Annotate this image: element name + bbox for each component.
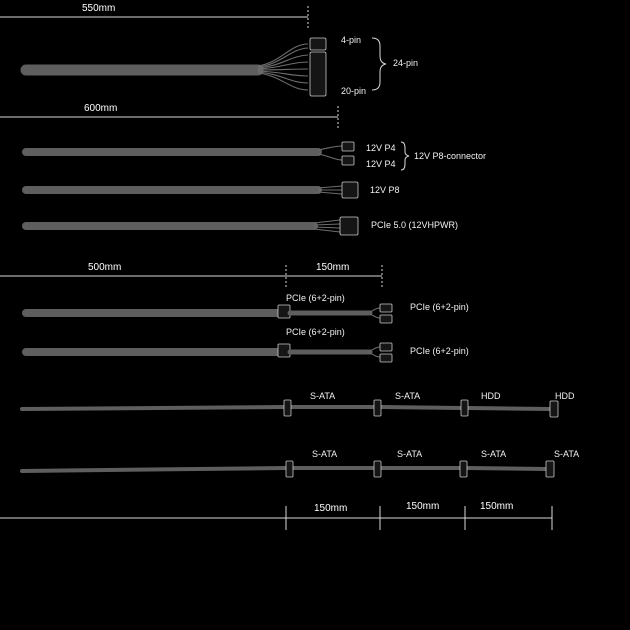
sata-label-4: S-ATA — [554, 449, 580, 459]
atx-wire-bundle — [258, 44, 308, 90]
atx-brace — [372, 38, 386, 90]
pcie5-cable — [26, 217, 458, 235]
cpu-p8-connector — [342, 182, 358, 198]
sata-hdd-label-1: S-ATA — [310, 391, 336, 401]
sata-label-1: S-ATA — [312, 449, 338, 459]
cpu-p8-brace — [401, 142, 409, 170]
sata-connector-1 — [286, 461, 293, 477]
sata-hdd-connector-1 — [284, 400, 291, 416]
cpu-p4-connector-a — [342, 142, 354, 151]
sata-hdd-cable — [22, 391, 575, 417]
pcie-1-end-connector-b — [380, 315, 392, 323]
pcie-1-end-label: PCIe (6+2-pin) — [410, 302, 469, 312]
pcie-2-mid-label: PCIe (6+2-pin) — [286, 327, 345, 337]
pcie-cable-2 — [26, 327, 469, 362]
cpu-p4-label-b: 12V P4 — [366, 159, 396, 169]
atx-20pin-connector — [310, 52, 326, 96]
atx-24pin-label: 24-pin — [393, 58, 419, 68]
sata-label-2: S-ATA — [397, 449, 423, 459]
dimension-label-150mm-pcie: 150mm — [316, 262, 350, 273]
hdd-connector-1 — [461, 400, 468, 416]
sata-connector-3 — [460, 461, 467, 477]
sata-cable — [22, 449, 579, 477]
pcie-cable-1 — [26, 293, 469, 323]
atx-24pin-cable — [26, 35, 418, 96]
dimension-label-sata-3: 150mm — [480, 501, 514, 512]
pcie5-label: PCIe 5.0 (12VHPWR) — [371, 220, 459, 230]
pcie-2-end-connector-b — [380, 354, 392, 362]
cpu-p4-cable — [26, 142, 486, 170]
dimension-label-500mm: 500mm — [88, 262, 122, 273]
cpu-p8-connector-label: 12V P8-connector — [414, 151, 487, 161]
dimension-label-sata-1: 150mm — [314, 503, 348, 514]
atx-4pin-label: 4-pin — [341, 35, 362, 45]
dimension-600mm — [0, 103, 338, 128]
dimension-label-600mm: 600mm — [84, 103, 118, 114]
hdd-label-2: HDD — [555, 391, 575, 401]
hdd-label-1: HDD — [481, 391, 501, 401]
pcie-2-end-label: PCIe (6+2-pin) — [410, 346, 469, 356]
dimension-label-sata-2: 150mm — [406, 501, 440, 512]
pcie-2-end-connector-a — [380, 343, 392, 351]
pcie-1-mid-label: PCIe (6+2-pin) — [286, 293, 345, 303]
pcie-1-end-connector-a — [380, 304, 392, 312]
sata-connector-2 — [374, 461, 381, 477]
sata-label-3: S-ATA — [481, 449, 507, 459]
hdd-connector-2 — [550, 401, 558, 417]
atx-4pin-connector — [310, 38, 326, 50]
sata-connector-4 — [546, 461, 554, 477]
cpu-p4-label-a: 12V P4 — [366, 143, 396, 153]
cpu-p8-cable — [26, 182, 400, 198]
cpu-p8-label: 12V P8 — [370, 185, 400, 195]
pcie5-12vhpwr-connector — [340, 217, 358, 235]
dimension-pcie — [0, 262, 382, 287]
sata-hdd-connector-2 — [374, 400, 381, 416]
dimension-label-550mm: 550mm — [82, 3, 116, 14]
dimension-550mm — [0, 3, 308, 28]
atx-20pin-label: 20-pin — [341, 86, 367, 96]
sata-hdd-label-2: S-ATA — [395, 391, 421, 401]
cpu-p4-connector-b — [342, 156, 354, 165]
dimension-sata — [0, 501, 552, 530]
